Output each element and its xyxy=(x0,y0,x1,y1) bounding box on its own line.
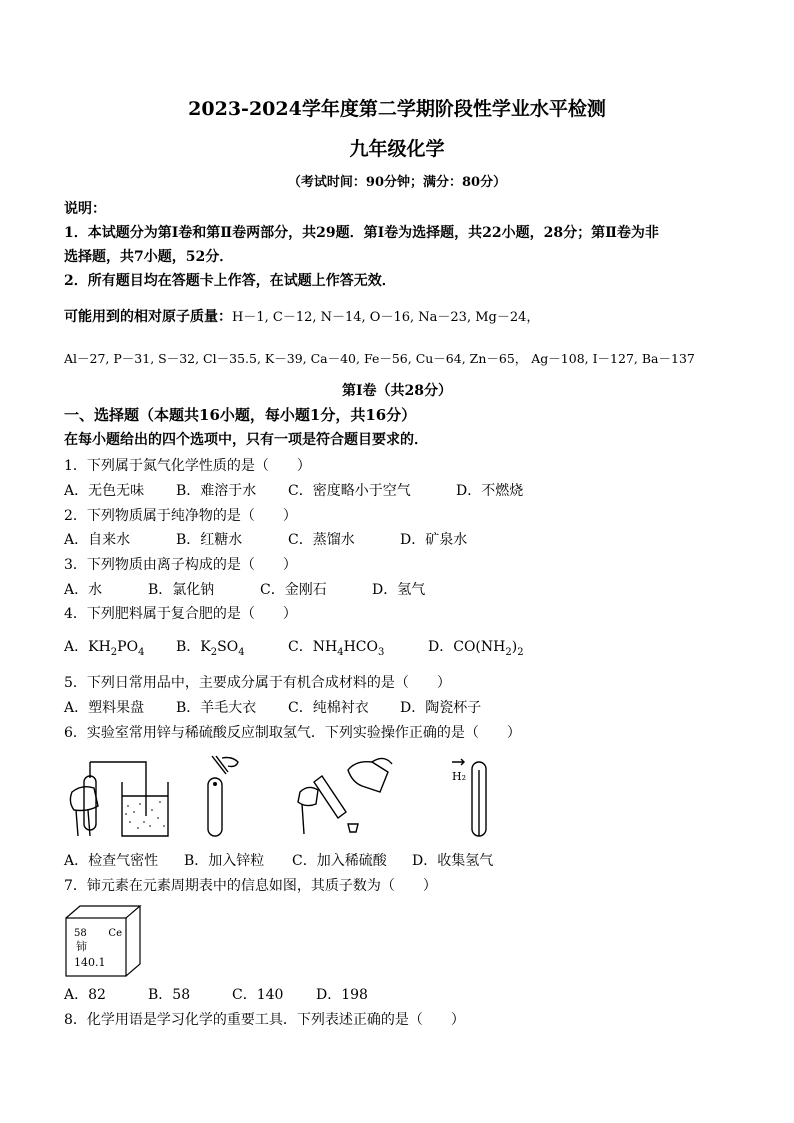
q2-option-a: A．自来水 xyxy=(64,532,131,548)
q4-option-d xyxy=(428,638,524,662)
exam-title: 2023-2024学年度第二学期阶段性学业水平检测 xyxy=(188,98,606,120)
q4-option-c-letter: C． xyxy=(288,639,313,655)
q6-option-a: A．检查气密性 xyxy=(64,853,159,869)
q7-option-b: B．58 xyxy=(148,987,191,1003)
q7-option-c: C．140 xyxy=(232,987,284,1003)
q5-option-c: C．纯棉衬衣 xyxy=(288,700,369,716)
add-zinc-figure xyxy=(198,752,248,842)
q1-option-b: B．难溶于水 xyxy=(176,483,257,499)
question-2-stem: 2．下列物质属于纯净物的是（ ） xyxy=(64,508,297,524)
element-cerium-card xyxy=(64,904,142,978)
question-6-stem: 6．实验室常用锌与稀硫酸反应制取氢气．下列实验操作正确的是（ ） xyxy=(64,725,521,741)
q7-option-d: D．198 xyxy=(316,987,368,1003)
question-1-stem: 1．下列属于氮气化学性质的是（ ） xyxy=(64,458,311,474)
element-symbol: Ce xyxy=(108,928,122,939)
hydrogen-label: H₂ xyxy=(452,770,467,783)
atomic-masses-line1 xyxy=(64,308,539,327)
question-7-stem: 7．铈元素在元素周期表中的信息如图，其质子数为（ ） xyxy=(64,878,437,894)
question-4-stem: 4．下列肥料属于复合肥的是（ ） xyxy=(64,606,297,622)
add-dilute-acid-figure xyxy=(292,752,402,842)
atomic-masses-line2: Al－27, P－31, S－32, Cl－35.5, K－39, Ca－40, Fe－56, Cu－64, Zn－65， Ag－108, I－127, Ba－137 xyxy=(64,351,695,366)
q1-option-d: D．不燃烧 xyxy=(456,483,524,499)
question-5-stem: 5．下列日常用品中，主要成分属于有机合成材料的是（ ） xyxy=(64,675,451,691)
q4-option-b-letter: B． xyxy=(176,639,201,655)
instructions-label: 说明： xyxy=(64,201,106,217)
q4-formula-b: $K_2SO_4$ xyxy=(200,639,245,658)
q5-option-d: D．陶瓷杯子 xyxy=(400,700,482,716)
q4-option-a xyxy=(64,638,144,662)
element-atomic-number: 58 xyxy=(74,928,87,939)
q3-option-a: A．水 xyxy=(64,582,103,598)
q6-option-d: D．收集氢气 xyxy=(412,853,494,869)
atomic-masses-label: 可能用到的相对原子质量： xyxy=(64,309,232,325)
q4-option-c xyxy=(288,638,384,662)
q6-option-c: C．加入稀硫酸 xyxy=(292,853,387,869)
instruction-1-line2: 选择题，共7小题，52分． xyxy=(64,249,234,265)
element-name: 铈 xyxy=(76,940,87,953)
q2-option-b: B．红糖水 xyxy=(176,532,243,548)
part-description: 在每小题给出的四个选项中，只有一项是符合题目要求的． xyxy=(64,432,428,448)
q1-option-c: C．密度略小于空气 xyxy=(288,483,411,499)
q4-formula-d: $CO(NH_2)_2$ xyxy=(453,639,524,658)
collect-hydrogen-figure xyxy=(448,752,508,842)
question-3-stem: 3．下列物质由离子构成的是（ ） xyxy=(64,557,297,573)
q2-option-c: C．蒸馏水 xyxy=(288,532,355,548)
q4-option-a-letter: A． xyxy=(64,639,89,655)
question-8-stem: 8．化学用语是学习化学的重要工具．下列表述正确的是（ ） xyxy=(64,1012,465,1028)
q3-option-b: B．氯化钠 xyxy=(148,582,215,598)
atomic-masses-values-1: H－1, C－12, N－14, O－16, Na－23, Mg－24， xyxy=(232,310,540,325)
q6-option-b: B．加入锌粒 xyxy=(184,853,265,869)
exam-subtitle: 九年级化学 xyxy=(349,138,445,160)
element-atomic-mass: 140.1 xyxy=(74,956,106,969)
q2-option-d: D．矿泉水 xyxy=(400,532,468,548)
q3-option-c: C．金刚石 xyxy=(260,582,327,598)
instruction-2: 2．所有题目均在答题卡上作答，在试题上作答无效． xyxy=(64,273,396,289)
section-heading: 第Ⅰ卷（共28分） xyxy=(341,383,453,399)
q4-option-d-letter: D． xyxy=(428,639,454,655)
q1-option-a: A．无色无味 xyxy=(64,483,145,499)
airtightness-check-figure xyxy=(64,752,174,842)
q4-option-b xyxy=(176,638,245,662)
q5-option-a: A．塑料果盘 xyxy=(64,700,145,716)
q5-option-b: B．羊毛大衣 xyxy=(176,700,257,716)
q4-formula-c: $NH_4HCO_3$ xyxy=(312,639,385,658)
instruction-1-line1: 1．本试题分为第Ⅰ卷和第Ⅱ卷两部分，共29题．第Ⅰ卷为选择题，共22小题，28分；第Ⅱ卷为非 xyxy=(64,225,659,241)
exam-info: （考试时间：90分钟；满分：80分） xyxy=(287,175,507,190)
q3-option-d: D．氢气 xyxy=(372,582,426,598)
q4-formula-a: $KH_2PO_4$ xyxy=(88,639,145,658)
q7-option-a: A．82 xyxy=(64,987,106,1003)
part-title: 一、选择题（本题共16小题，每小题1分，共16分） xyxy=(64,406,417,424)
